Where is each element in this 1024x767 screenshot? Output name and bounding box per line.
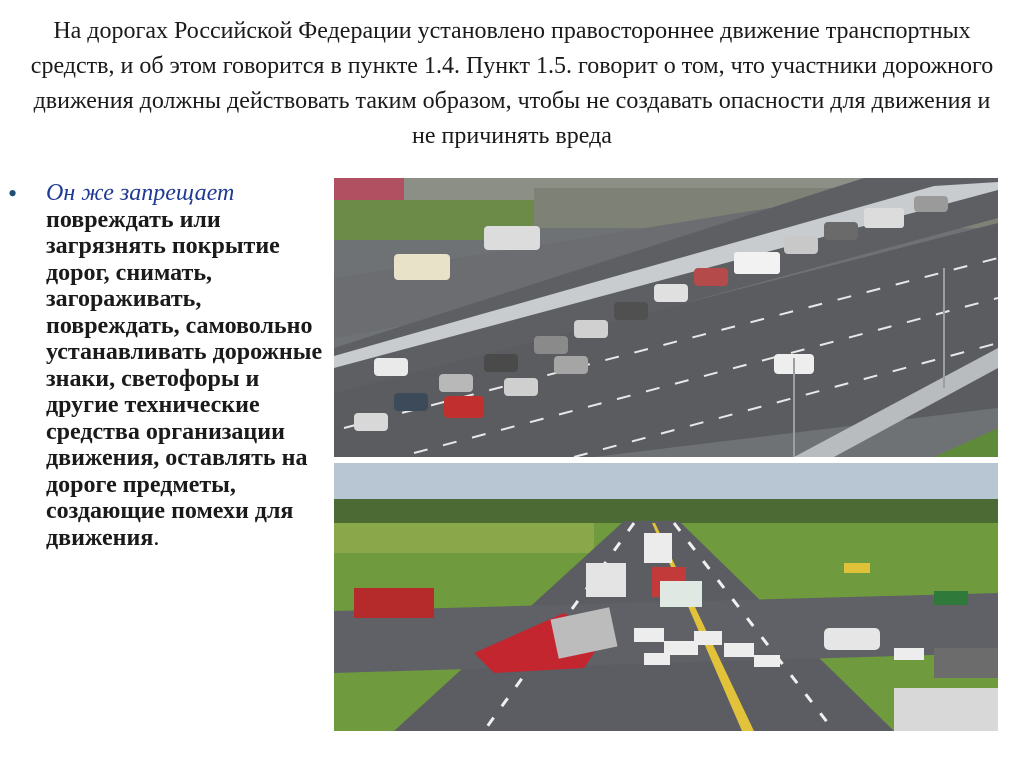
bullet-lead: Он же запрещает [46, 180, 235, 206]
bullet-end: . [153, 524, 160, 551]
slide-title: На дорогах Российской Федерации установлено правостороннее движение транспортных средств, и об этом говорится в пункте 1.4. Пункт 1.5. говорит о том, что участники дорожного движения должны действовать таким образом, чтобы не создавать опасности для движения и не причинять вреда [30, 18, 994, 149]
bullet-marker: • [8, 179, 18, 208]
road-accident-photo [334, 463, 998, 731]
bullet-body: повреждать или загрязнять покрытие дорог, снимать, загораживать, повреждать, самовольно устанавливать дорожные знаки, светофоры и другие технические средства организации движения, оставлять на дороге предметы, создающие помехи для движения [46, 206, 323, 551]
highway-traffic-photo [334, 178, 998, 457]
bullet-text [46, 180, 326, 551]
